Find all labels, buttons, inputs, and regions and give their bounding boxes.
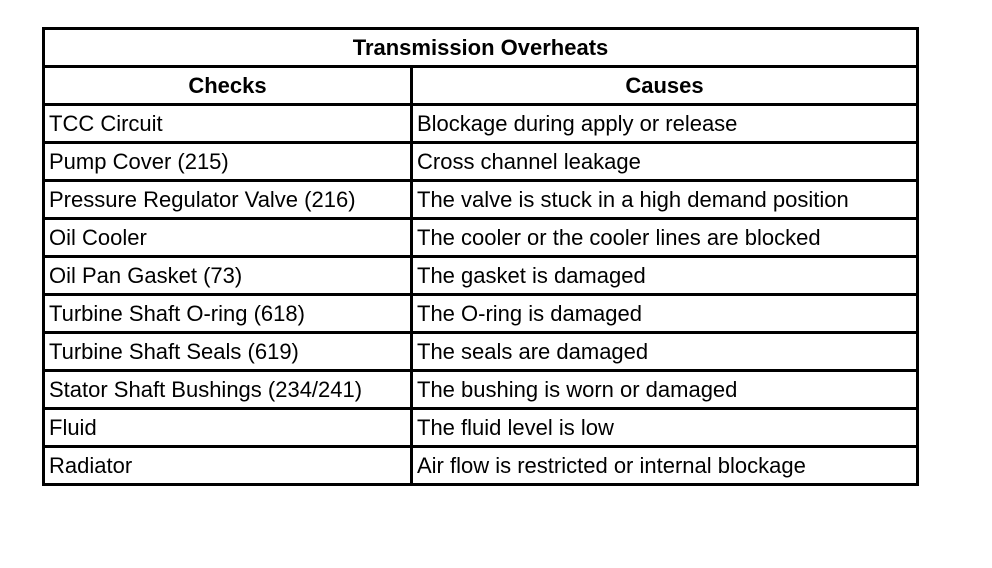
- check-cell: Radiator: [44, 447, 412, 485]
- column-header-checks: Checks: [44, 67, 412, 105]
- cause-cell: The valve is stuck in a high demand position: [412, 181, 918, 219]
- table-title-row: [44, 29, 918, 67]
- table-row: [44, 333, 918, 371]
- table-row: [44, 257, 918, 295]
- check-cell: Turbine Shaft Seals (619): [44, 333, 412, 371]
- diagnostic-table: [42, 27, 919, 486]
- cause-cell: The bushing is worn or damaged: [412, 371, 918, 409]
- table-row: [44, 181, 918, 219]
- cause-cell: The O-ring is damaged: [412, 295, 918, 333]
- table-header-row: [44, 67, 918, 105]
- check-cell: Stator Shaft Bushings (234/241): [44, 371, 412, 409]
- check-cell: Oil Pan Gasket (73): [44, 257, 412, 295]
- cause-cell: Cross channel leakage: [412, 143, 918, 181]
- check-cell: Fluid: [44, 409, 412, 447]
- table-row: [44, 371, 918, 409]
- check-cell: Pump Cover (215): [44, 143, 412, 181]
- check-cell: TCC Circuit: [44, 105, 412, 143]
- cause-cell: The gasket is damaged: [412, 257, 918, 295]
- table-row: [44, 447, 918, 485]
- table-row: [44, 409, 918, 447]
- table-row: [44, 295, 918, 333]
- column-header-causes: Causes: [412, 67, 918, 105]
- check-cell: Pressure Regulator Valve (216): [44, 181, 412, 219]
- table-row: [44, 219, 918, 257]
- check-cell: Oil Cooler: [44, 219, 412, 257]
- cause-cell: Air flow is restricted or internal blockage: [412, 447, 918, 485]
- cause-cell: The fluid level is low: [412, 409, 918, 447]
- cause-cell: The seals are damaged: [412, 333, 918, 371]
- check-cell: Turbine Shaft O-ring (618): [44, 295, 412, 333]
- table-row: [44, 105, 918, 143]
- table-row: [44, 143, 918, 181]
- cause-cell: Blockage during apply or release: [412, 105, 918, 143]
- table-title: Transmission Overheats: [44, 29, 918, 67]
- cause-cell: The cooler or the cooler lines are blocked: [412, 219, 918, 257]
